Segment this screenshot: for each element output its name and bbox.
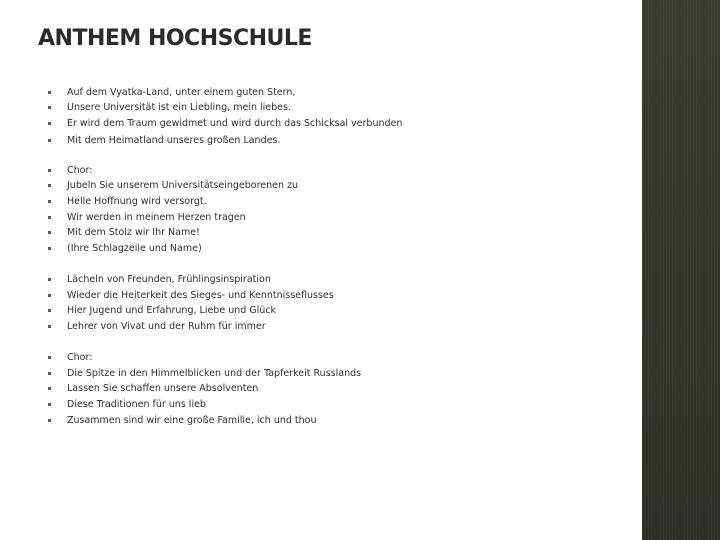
square-bullet-icon: [48, 387, 51, 390]
bullet-text: Chor:: [67, 352, 93, 363]
bullet-item: [0, 367, 620, 383]
bullet-text: Diese Traditionen für uns lieb: [67, 399, 206, 410]
bullet-item: [0, 351, 620, 367]
bullet-text: Unsere Universität ist ein Liebling, mein liebes.: [67, 102, 291, 113]
square-bullet-icon: [48, 294, 51, 297]
square-bullet-icon: [48, 169, 51, 172]
bullet-item: [0, 304, 620, 320]
bullet-item: [0, 101, 620, 117]
square-bullet-icon: [48, 309, 51, 312]
bullet-text: Mit dem Heimatland unseres großen Landes.: [67, 135, 281, 146]
bullet-item: [0, 179, 620, 195]
square-bullet-icon: [48, 372, 51, 375]
bullet-item: [0, 382, 620, 398]
square-bullet-icon: [48, 356, 51, 359]
square-bullet-icon: [48, 200, 51, 203]
bullet-text: Wieder die Heiterkeit des Sieges- und Kenntnisseflusses: [67, 290, 334, 301]
square-bullet-icon: [48, 216, 51, 219]
bullet-item: [0, 226, 620, 242]
square-bullet-icon: [48, 325, 51, 328]
square-bullet-icon: [48, 139, 51, 142]
bullet-item: [0, 211, 620, 227]
bullet-item: [0, 414, 620, 430]
bullet-text: Lehrer von Vivat und der Ruhm für immer: [67, 321, 266, 332]
bullet-text: Hier Jugend und Erfahrung, Liebe und Glück: [67, 305, 277, 316]
bullet-item: [0, 289, 620, 305]
decorative-side-band: [642, 0, 720, 540]
slide-title: ANTHEM HOCHSCHULE: [38, 26, 312, 51]
bullet-text: Lächeln von Freunden, Frühlingsinspiration: [67, 274, 271, 285]
square-bullet-icon: [48, 122, 51, 125]
bullet-text: Wir werden in meinem Herzen tragen: [67, 212, 246, 223]
square-bullet-icon: [48, 247, 51, 250]
square-bullet-icon: [48, 419, 51, 422]
square-bullet-icon: [48, 184, 51, 187]
bullet-text: Die Spitze in den Himmelblicken und der Tapferkeit Russlands: [67, 368, 362, 379]
bullet-text: Helle Hoffnung wird versorgt.: [67, 196, 207, 207]
square-bullet-icon: [48, 403, 51, 406]
bullet-item: [0, 134, 620, 150]
bullet-item: [0, 273, 620, 289]
bullet-text: Mit dem Stolz wir Ihr Name!: [67, 227, 200, 238]
square-bullet-icon: [48, 106, 51, 109]
bullet-item: [0, 86, 620, 102]
bullet-text: Lassen Sie schaffen unsere Absolventen: [67, 383, 259, 394]
bullet-text: Jubeln Sie unserem Universitätseingeborenen zu: [67, 180, 299, 191]
bullet-text: (Ihre Schlagzeile und Name): [67, 243, 202, 254]
bullet-text: Zusammen sind wir eine große Familie, ich und thou: [67, 415, 317, 426]
square-bullet-icon: [48, 278, 51, 281]
bullet-item: [0, 398, 620, 414]
bullet-text: Er wird dem Traum gewidmet und wird durch das Schicksal verbunden: [67, 118, 403, 129]
bullet-item: [0, 117, 620, 133]
bullet-item: [0, 195, 620, 211]
bullet-text: Auf dem Vyatka-Land, unter einem guten Stern,: [67, 87, 296, 98]
bullet-item: [0, 242, 620, 258]
bullet-item: [0, 320, 620, 336]
bullet-text: Chor:: [67, 165, 93, 176]
square-bullet-icon: [48, 231, 51, 234]
bullet-item: [0, 164, 620, 180]
square-bullet-icon: [48, 91, 51, 94]
